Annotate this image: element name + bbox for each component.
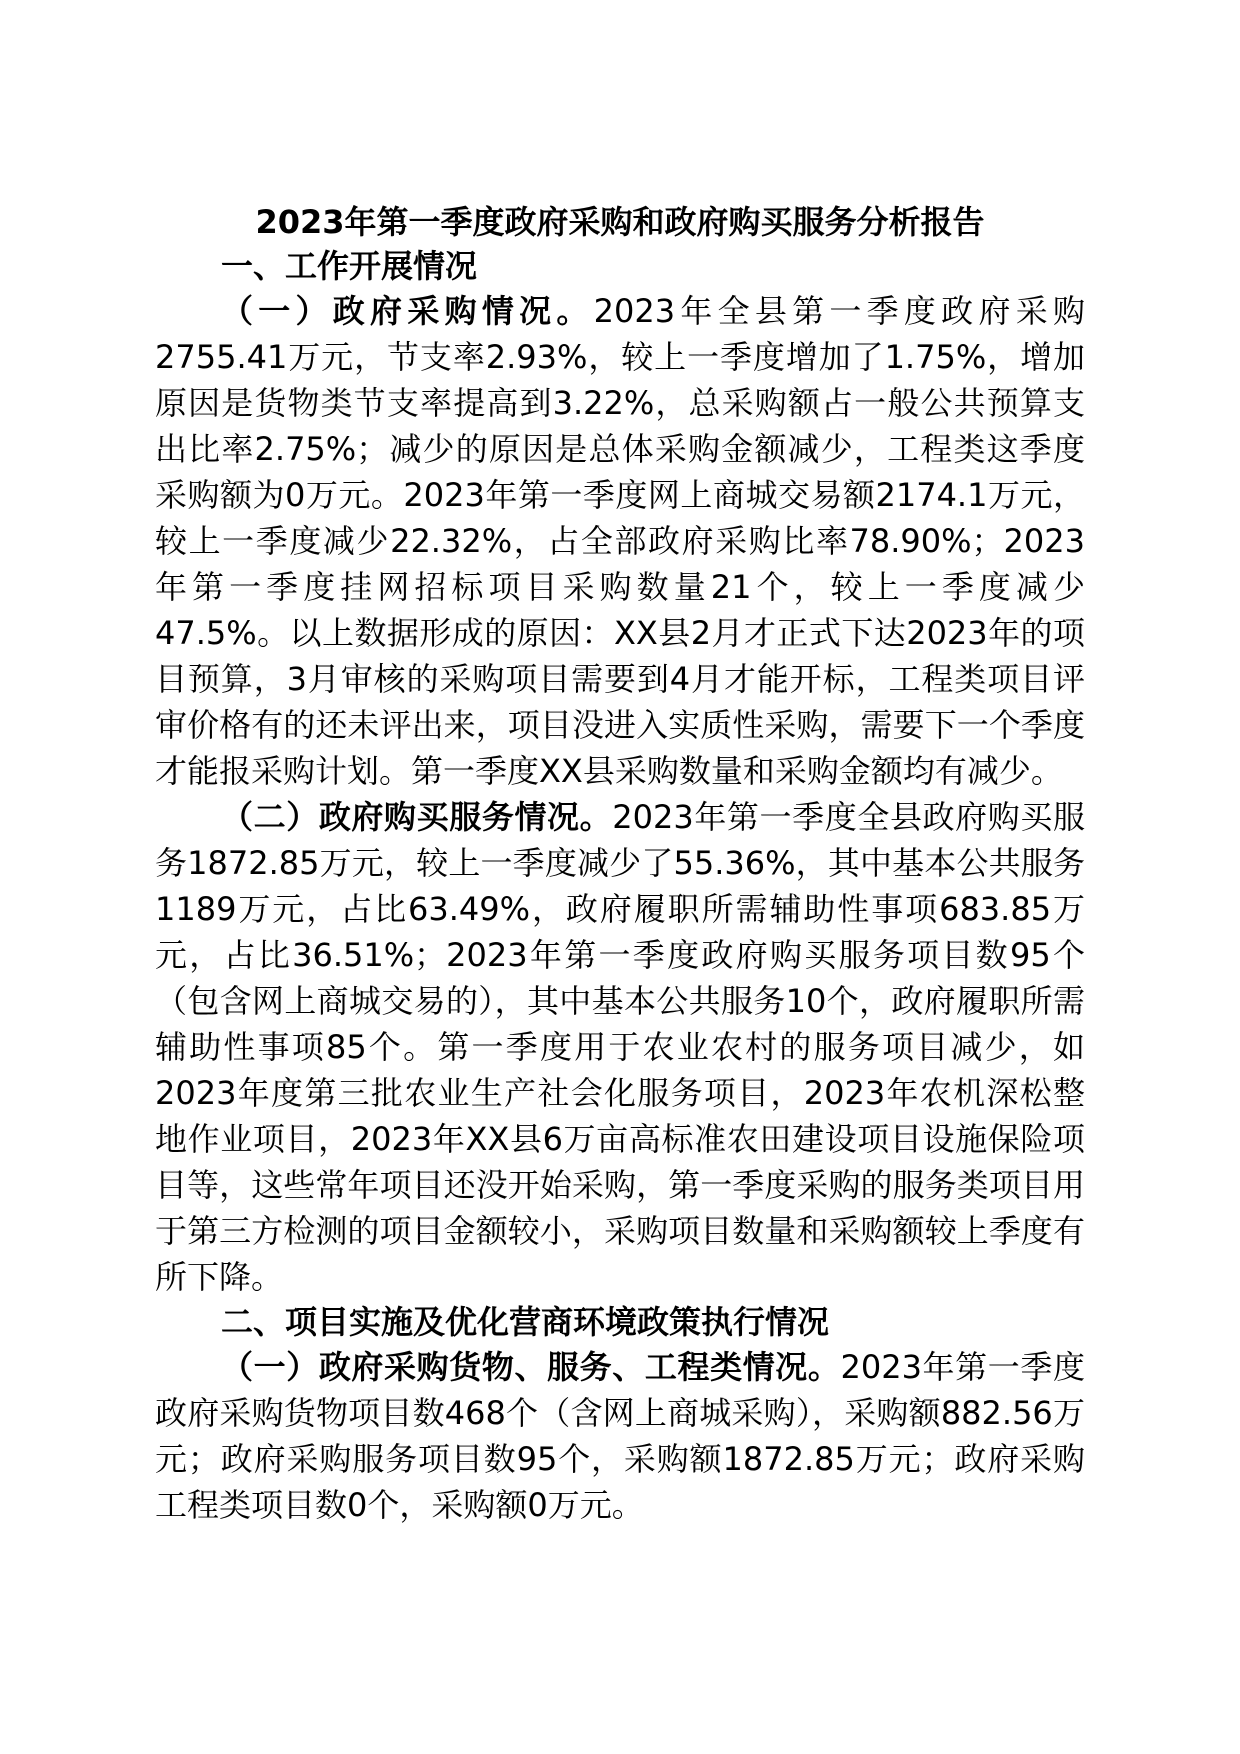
paragraph-goods-services-works [155, 1344, 1085, 1528]
paragraph-text: 2023年第一季度政府采购货物项目数468个（含网上商城采购），采购额882.56万元；政府采购服务项目数95个，采购额1872.85万元；政府采购工程类项目数0个，采购额0万元。 [155, 1348, 1085, 1524]
section-heading-2: 二、项目实施及优化营商环境政策执行情况 [221, 1303, 830, 1341]
paragraph-text: 2023年第一季度全县政府购买服务1872.85万元，较上一季度减少了55.36%，其中基本公共服务1189万元，占比63.49%，政府履职所需辅助性事项683.85万元，占比36.51%；2023年第一季度政府购买服务项目数95个（包含网上商城交易的），其中基本公共服务10个，政府履职所需辅助性事项85个。第一季度用于农业农村的服务项目减少，如2023年度第三批农业生产社会化服务项目，2023年农机深松整地作业项目，2023年XX县6万亩高标准农田建设项目设施保险项目等，这些常年项目还没开始采购，第一季度采购的服务类项目用于第三方检测的项目金额较小，采购项目数量和采购额较上季度有所下降。 [155, 798, 1085, 1296]
document-page [155, 200, 1085, 1528]
document-title: 2023年第一季度政府采购和政府购买服务分析报告 [255, 203, 985, 241]
paragraph-service-purchase [155, 794, 1085, 1300]
paragraph-lead: （二）政府购买服务情况。 [221, 798, 613, 836]
paragraph-lead: （一）政府采购情况。 [221, 292, 594, 330]
paragraph-procurement [155, 288, 1085, 794]
paragraph-text: 2023年全县第一季度政府采购2755.41万元，节支率2.93%，较上一季度增加了1.75%，增加原因是货物类节支率提高到3.22%，总采购额占一般公共预算支出比率2.75%；减少的原因是总体采购金额减少，工程类这季度采购额为0万元。2023年第一季度网上商城交易额2174.1万元，较上一季度减少22.32%，占全部政府采购比率78.90%；2023年第一季度挂网招标项目采购数量21个，较上一季度减少47.5%。以上数据形成的原因：XX县2月才正式下达2023年的项目预算，3月审核的采购项目需要到4月才能开标，工程类项目评审价格有的还未评出来，项目没进入实质性采购，需要下一个季度才能报采购计划。第一季度XX县采购数量和采购金额均有减少。 [155, 292, 1085, 790]
section-heading-1: 一、工作开展情况 [221, 247, 478, 285]
paragraph-lead: （一）政府采购货物、服务、工程类情况。 [221, 1348, 841, 1386]
